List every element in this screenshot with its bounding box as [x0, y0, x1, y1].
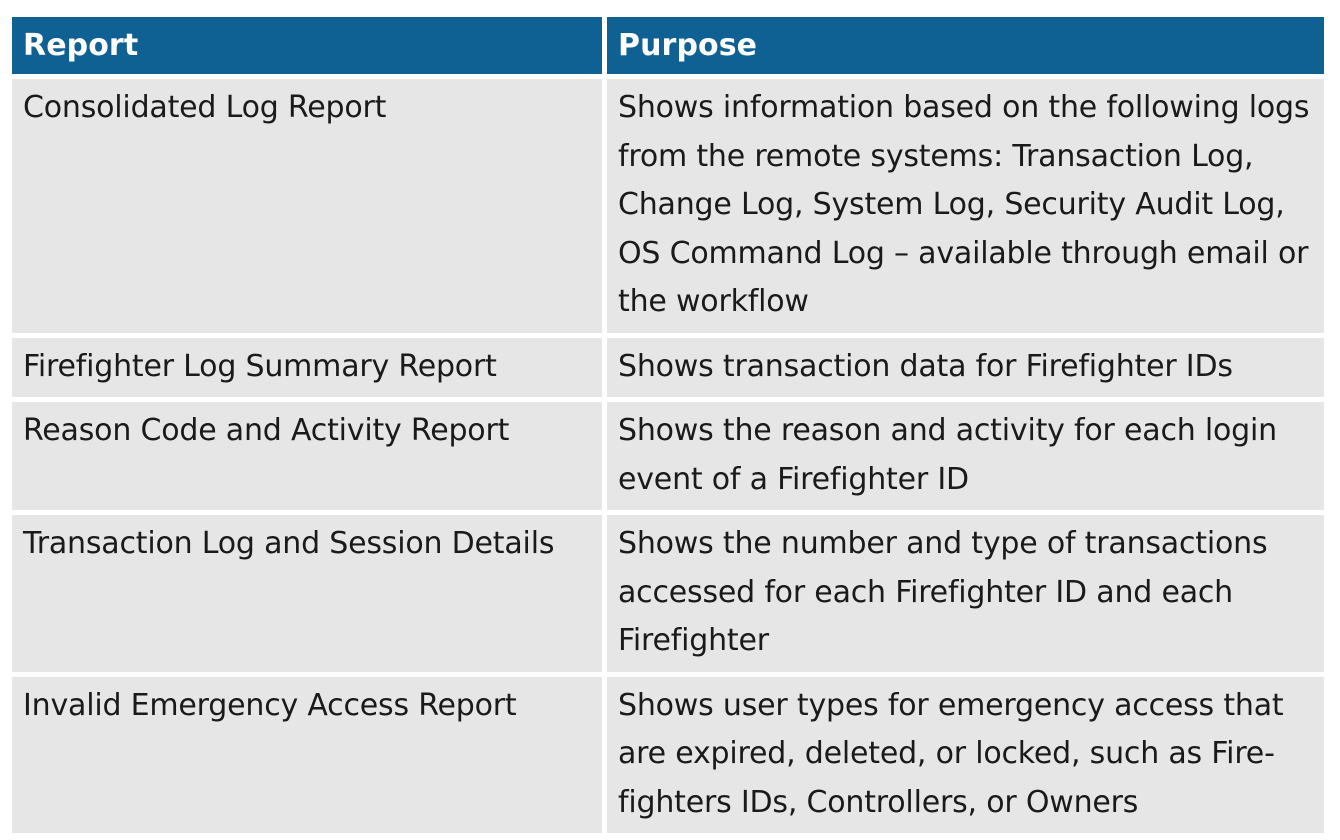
table-row — [12, 79, 1324, 333]
table-row — [12, 677, 1324, 834]
column-header-report: Report — [12, 17, 602, 74]
report-purpose-cell: Shows the number and type of transactions accessed for each Firefighter ID and each Firefighter — [607, 515, 1324, 672]
report-purpose-cell: Shows information based on the following logs from the remote systems: Transaction Log, Change Log, System Log, Security Audit Log, OS Command Log – available through email or the workflow — [607, 79, 1324, 333]
report-name-cell: Invalid Emergency Access Report — [12, 677, 602, 834]
report-purpose-cell: Shows the reason and activity for each login event of a Firefighter ID — [607, 402, 1324, 510]
report-purpose-cell: Shows transaction data for Firefighter IDs — [607, 338, 1324, 398]
table-row — [12, 402, 1324, 510]
report-name-cell: Consolidated Log Report — [12, 79, 602, 333]
report-name-cell: Transaction Log and Session Details — [12, 515, 602, 672]
table-row — [12, 515, 1324, 672]
table-row — [12, 338, 1324, 398]
reports-table — [7, 12, 1329, 838]
report-purpose-cell: Shows user types for emergency access that are expired, deleted, or locked, such as Firefighters IDs, Controllers, or Owners — [607, 677, 1324, 834]
table-header-row — [12, 17, 1324, 74]
column-header-purpose: Purpose — [607, 17, 1324, 74]
report-name-cell: Firefighter Log Summary Report — [12, 338, 602, 398]
report-name-cell: Reason Code and Activity Report — [12, 402, 602, 510]
